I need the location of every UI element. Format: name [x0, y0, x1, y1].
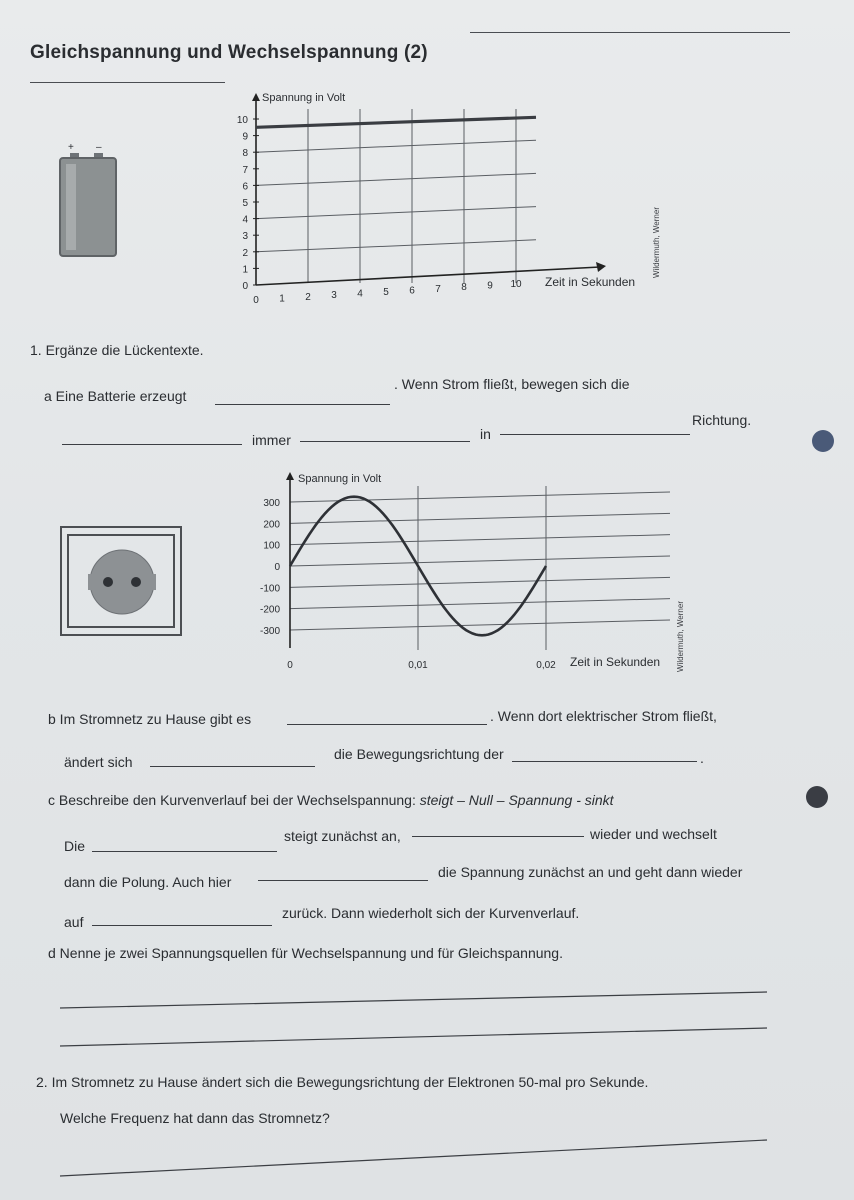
dc-ytick-label: 3 [242, 231, 248, 243]
ac-y-label: Spannung in Volt [298, 473, 382, 485]
dc-ticks [237, 115, 522, 306]
title-underline-left [30, 82, 225, 83]
dc-ytick-label: 7 [242, 164, 248, 176]
task1d-answer-line-1[interactable] [60, 992, 767, 1008]
task1c-text-2: Die [64, 838, 86, 854]
dc-ytick-label: 0 [242, 281, 248, 292]
task1a-text-3: Richtung. [692, 412, 752, 428]
ac-gridline-h [290, 513, 670, 523]
dc-grid [256, 109, 536, 283]
task1c-blank-3[interactable] [258, 880, 428, 881]
dc-ytick-label: 4 [242, 214, 248, 226]
dc-xtick-label: 10 [510, 279, 522, 290]
ac-xtick-label: 0,01 [408, 660, 428, 671]
svg-text:–: – [96, 142, 102, 153]
ac-xtick-label: 0 [287, 660, 293, 671]
ac-y-arrow [286, 472, 294, 480]
ac-gridline-h [290, 599, 670, 609]
task2-text-1: 2. Im Stromnetz zu Hause ändert sich die Bewegungsrichtung der Elektronen 50-mal pro Sekunde. [36, 1074, 649, 1090]
ac-gridline-h [290, 556, 670, 566]
dc-xtick-label: 8 [461, 282, 467, 294]
battery-illustration [56, 140, 126, 260]
dc-ytick-label: 5 [242, 198, 248, 209]
task1b-blank-3[interactable] [512, 761, 697, 762]
ac-x-label: Zeit in Sekunden [570, 655, 661, 669]
task1c-text-8: zurück. Dann wiederholt sich der Kurvenverlauf. [282, 905, 580, 921]
dc-xtick-label: 1 [279, 293, 285, 305]
ac-grid [290, 486, 670, 650]
ac-gridline-h [290, 577, 670, 587]
task1a-text-1: a Eine Batterie erzeugt [44, 388, 187, 404]
task1a-blank-3[interactable] [300, 441, 470, 442]
task1d-text: d Nenne je zwei Spannungsquellen für Wechselspannung und für Gleichspannung. [48, 945, 563, 961]
dc-ytick-label: 1 [242, 264, 248, 276]
task1c-text-6: die Spannung zunächst an und geht dann wieder [438, 864, 743, 880]
ac-gridline-h [290, 620, 670, 630]
dc-chart-credit: Wildermuth, Werner [652, 207, 661, 278]
dc-ytick-label: 6 [242, 181, 248, 193]
task1c-blank-4[interactable] [92, 925, 272, 926]
ac-ytick-label: 100 [263, 540, 280, 552]
socket-clip-right [150, 574, 156, 590]
socket-illustration [60, 526, 184, 638]
task1a-blank-4[interactable] [500, 434, 690, 435]
task1a-blank-2[interactable] [62, 444, 242, 445]
dc-xtick-label: 2 [305, 291, 311, 303]
ac-ytick-label: 0 [274, 562, 280, 573]
ac-xtick-label: 0,02 [536, 660, 556, 671]
task1-heading: 1. Ergänze die Lückentexte. [30, 342, 204, 358]
task1b-text-2: . Wenn dort elektrischer Strom fließt, [490, 708, 717, 724]
task1c-text-4: wieder und wechselt [590, 826, 717, 842]
dc-xtick-label: 9 [487, 280, 493, 292]
task1c-text-7: auf [64, 914, 84, 930]
task1c-hint: steigt – Null – Spannung - sinkt [419, 792, 614, 808]
task1a-text-5: in [480, 426, 491, 442]
dc-xtick-label: 7 [435, 283, 441, 295]
dc-voltage-chart [200, 85, 700, 315]
ac-ytick-label: 200 [263, 519, 280, 531]
task1b-blank-1[interactable] [287, 724, 487, 725]
ac-chart-credit: Wildermuth, Werner [676, 601, 685, 672]
task1a-text-2: . Wenn Strom fließt, bewegen sich die [394, 376, 630, 392]
badge-dot-1 [812, 430, 834, 452]
dc-x-arrow [596, 262, 606, 272]
dc-xtick-label: 3 [331, 290, 337, 302]
task1b-text-5: . [700, 750, 704, 766]
dc-gridline-h [256, 173, 536, 185]
dc-series-line [256, 117, 536, 127]
task1b-text-3: ändert sich [64, 754, 133, 770]
page-title: Gleichspannung und Wechselspannung (2) [30, 42, 428, 63]
dc-xtick-label: 0 [253, 295, 259, 306]
badge-dot-2 [806, 786, 828, 808]
dc-gridline-h [256, 140, 536, 152]
task1a-blank-1[interactable] [215, 404, 390, 405]
dc-xtick-label: 5 [383, 287, 389, 298]
dc-x-label: Zeit in Sekunden [545, 275, 636, 289]
ac-ytick-label: -100 [259, 583, 280, 595]
dc-xtick-label: 6 [409, 285, 415, 297]
dc-ytick-label: 9 [242, 131, 248, 143]
socket-hole-left [103, 577, 113, 587]
socket-face [90, 550, 154, 614]
battery-highlight [66, 164, 76, 250]
task1d-answer-line-2[interactable] [60, 1028, 767, 1046]
dc-ytick-label: 10 [236, 115, 248, 126]
dc-gridline-h [256, 240, 536, 252]
dc-ytick-label: 2 [242, 247, 248, 259]
task1b-blank-2[interactable] [150, 766, 315, 767]
task1c-blank-2[interactable] [412, 836, 584, 837]
ac-ytick-label: -200 [259, 604, 280, 616]
dc-y-arrow [252, 93, 260, 101]
task2-text-2: Welche Frequenz hat dann das Stromnetz? [60, 1110, 330, 1126]
dc-ytick-label: 8 [242, 148, 248, 160]
ac-ytick-label: -300 [259, 626, 280, 637]
task1a-text-4: immer [252, 432, 291, 448]
task1c-text-1 [48, 792, 614, 808]
task2-answer-line-1[interactable] [60, 1140, 767, 1176]
svg-text:+: + [68, 142, 74, 153]
dc-xtick-label: 4 [357, 288, 363, 300]
task1c-text-3: steigt zunächst an, [284, 828, 401, 844]
ac-voltage-chart [230, 468, 700, 678]
title-underline-right [470, 32, 790, 33]
socket-clip-left [88, 574, 94, 590]
task1c-blank-1[interactable] [92, 851, 277, 852]
task2-answer-lines [55, 1130, 775, 1180]
ac-gridline-h [290, 535, 670, 545]
task1b-text-4: die Bewegungsrichtung der [334, 746, 504, 762]
task1d-answer-lines [55, 980, 775, 1050]
dc-gridline-h [256, 207, 536, 219]
task1b-text-1: b Im Stromnetz zu Hause gibt es [48, 711, 252, 727]
task1c-instruction: c Beschreibe den Kurvenverlauf bei der Wechselspannung: [48, 792, 416, 808]
dc-y-label: Spannung in Volt [262, 92, 346, 104]
ac-ytick-label: 300 [263, 498, 280, 509]
socket-hole-right [131, 577, 141, 587]
task1c-text-5: dann die Polung. Auch hier [64, 874, 232, 890]
